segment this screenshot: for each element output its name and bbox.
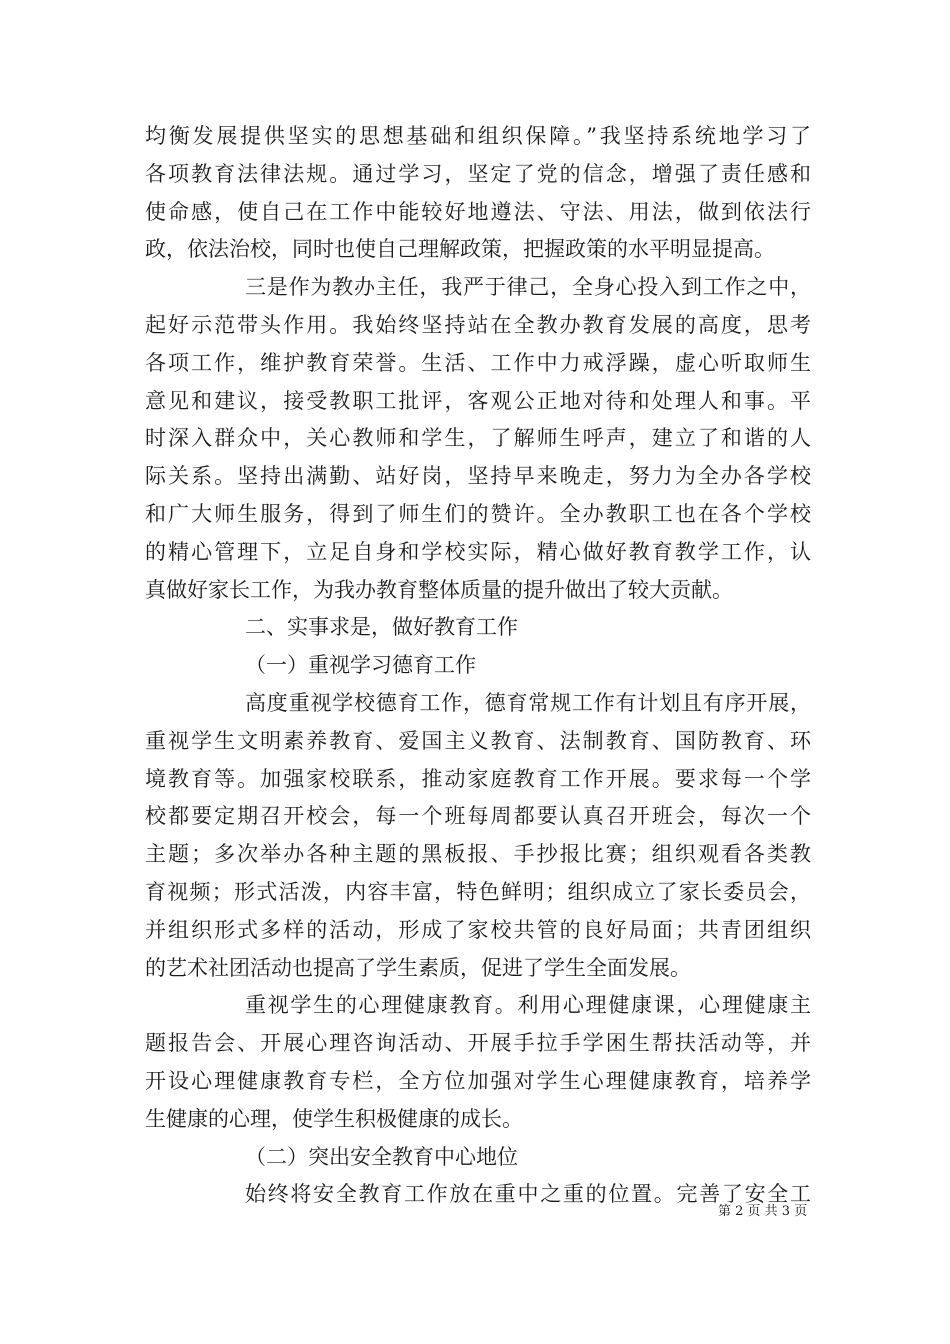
text-line: 题报告会、开展心理咨询活动、开展手拉手学困生帮扶活动等，并 xyxy=(145,1031,811,1056)
text-line: 均衡发展提供坚实的思想基础和组织保障。”我坚持系统地学习了 xyxy=(145,124,811,148)
body-text xyxy=(145,118,811,1214)
section-heading: 二、实事求是，做好教育工作 xyxy=(245,615,518,640)
text-line: 际关系。坚持出满勤、站好岗，坚持早来晚走，努力为全办各学校 xyxy=(145,464,811,489)
text-line: 的艺术社团活动也提高了学生素质，促进了学生全面发展。 xyxy=(145,955,691,980)
text-line: 育视频；形式活泼，内容丰富，特色鲜明；组织成立了家长委员会， xyxy=(145,879,811,904)
text-line: 各项工作，维护教育荣誉。生活、工作中力戒浮躁，虚心听取师生 xyxy=(145,350,811,375)
text-line: 真做好家长工作，为我办教育整体质量的提升做出了较大贡献。 xyxy=(145,577,733,602)
text-line: 的精心管理下，立足自身和学校实际，精心做好教育教学工作，认 xyxy=(145,539,811,564)
text-line: 和广大师生服务，得到了师生们的赞许。全办教职工也在各个学校 xyxy=(145,501,811,526)
text-line: 并组织形式多样的活动，形成了家校共管的良好局面；共青团组织 xyxy=(145,917,811,942)
text-line: 使命感，使自己在工作中能较好地遵法、守法、用法，做到依法行 xyxy=(145,199,811,224)
text-line: 各项教育法律法规。通过学习，坚定了党的信念，增强了责任感和 xyxy=(145,161,811,186)
subsection-heading: （二）突出安全教育中心地位 xyxy=(245,1144,518,1169)
text-line: 政，依法治校，同时也使自己理解政策，把握政策的水平明显提高。 xyxy=(145,237,775,262)
text-line: 重视学生文明素养教育、爱国主义教育、法制教育、国防教育、环 xyxy=(145,728,811,753)
subsection-heading: （一）重视学习德育工作 xyxy=(245,653,476,678)
text-line: 高度重视学校德育工作，德育常规工作有计划且有序开展， xyxy=(245,690,811,715)
text-line: 生健康的心理，使学生积极健康的成长。 xyxy=(145,1106,523,1131)
text-line: 重视学生的心理健康教育。利用心理健康课，心理健康主 xyxy=(245,993,811,1018)
text-line: 开设心理健康教育专栏，全方位加强对学生心理健康教育，培养学 xyxy=(145,1068,811,1093)
text-line: 校都要定期召开校会，每一个班每周都要认真召开班会，每次一个 xyxy=(145,804,811,829)
page-number-footer: 第 2 页 共 3 页 xyxy=(718,1204,808,1219)
text-line: 意见和建议，接受教职工批评，客观公正地对待和处理人和事。平 xyxy=(145,388,811,413)
text-line: 主题；多次举办各种主题的黑板报、手抄报比赛；组织观看各类教 xyxy=(145,842,811,867)
text-line: 境教育等。加强家校联系，推动家庭教育工作开展。要求每一个学 xyxy=(145,766,811,791)
text-line: 三是作为教办主任，我严于律己，全身心投入到工作之中， xyxy=(245,275,811,300)
text-line: 时深入群众中，关心教师和学生，了解师生呼声，建立了和谐的人 xyxy=(145,426,811,451)
text-line: 始终将安全教育工作放在重中之重的位置。完善了安全工 xyxy=(245,1182,811,1207)
text-line: 起好示范带头作用。我始终坚持站在全教办教育发展的高度，思考 xyxy=(145,312,811,337)
